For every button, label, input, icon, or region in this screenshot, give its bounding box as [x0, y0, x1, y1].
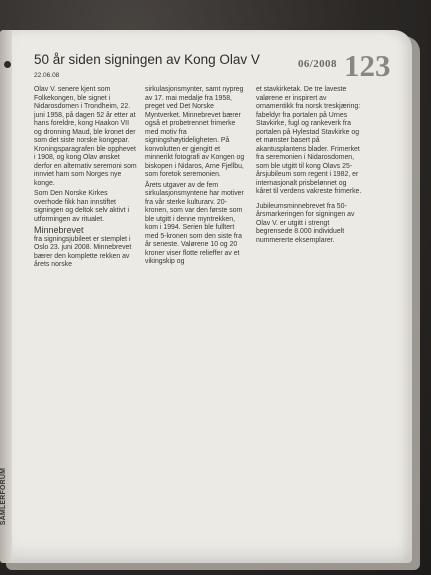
paragraph: Som Den Norske Kirkes overhode fikk han innstiftet signingen og deltok selv aktivt i utformingen av ritualet.: [34, 190, 129, 223]
article-title: 50 år siden signingen av Kong Olav V: [34, 52, 260, 67]
paragraph: Jubileumsminnebrevet fra 50-årsmarkeringen for signingen av Olav V. er utgitt i strengt begrensede 8.000 individuelt nummererte eksemplarer.: [256, 202, 355, 244]
paragraph: et stavkirketak. De tre laveste valørene er inspirert av ornamentikk fra norsk treskjæring: fabeldyr fra portalen på Urnes Stavkirke, fugl og rankeverk fra portalen på Hylestad Stavkirke og et mønster basert på akantusplantens blader. Frimerket fra seremonien i Nidarosdomen, som ble utgitt til kong Olavs 25-årsjubileum som regent i 1982, er internasjonalt prisbelønnet og kåret til verdens vakreste frimerke.: [256, 86, 362, 195]
article-date: 22.06.08: [34, 72, 60, 79]
text-column-1: [34, 86, 138, 272]
side-tab: [0, 462, 8, 530]
paragraph: fra signingsjubileet er stemplet i Oslo 23. juni 2008. Minnebrevet bærer den komplette rekken av årets norske: [34, 235, 132, 268]
paragraph: Olav V. senere kjent som Folkekongen, ble signet i Nidarosdomen i Trondheim, 22. juni 1958, på dagen 52 år etter at hans foreldre, kong Haakon VII og dronning Maud, ble kronet der som det siste norske kongepar. Kroningsparagrafen ble opphevet i 1908, og kong Olav ønsket derfor en alternativ seremoni som innviet ham som Norges nye konge.: [34, 86, 137, 187]
text-column-3: [256, 86, 362, 247]
page-number: 123: [344, 48, 391, 83]
paragraph: Årets utgaver av de fem sirkulasjonsmyntene har motiver fra vår sterke kulturarv. 20-kronen, som var den første som ble utgitt i denne myntrekken, kom i 1994. Serien ble fulltert med 5-kronen som den siste fra år seneste. Valørene 10 og 20 kroner viser flotte relieffer av et vikingskip og: [145, 181, 244, 265]
issue-label: 06/2008: [298, 58, 337, 70]
section-heading: Minnebrevet: [34, 225, 84, 235]
text-column-2: [145, 86, 249, 269]
side-tab-label: SAMLERFORUM: [0, 467, 8, 525]
paragraph: sirkulasjonsmynter, samt nypreg av 17. mai medalje fra 1958, preget ved Det Norske Myntverket. Minnebrevet bærer også et probetrennet frimerke med motiv fra signingshøytideligheten. På konvolutten er gjengitt et minnerikt fotografi av Kongen og biskopen i Nidaros, Arne Fjellbu, som foretok seremonien.: [145, 86, 245, 178]
punch-hole: [4, 61, 11, 68]
